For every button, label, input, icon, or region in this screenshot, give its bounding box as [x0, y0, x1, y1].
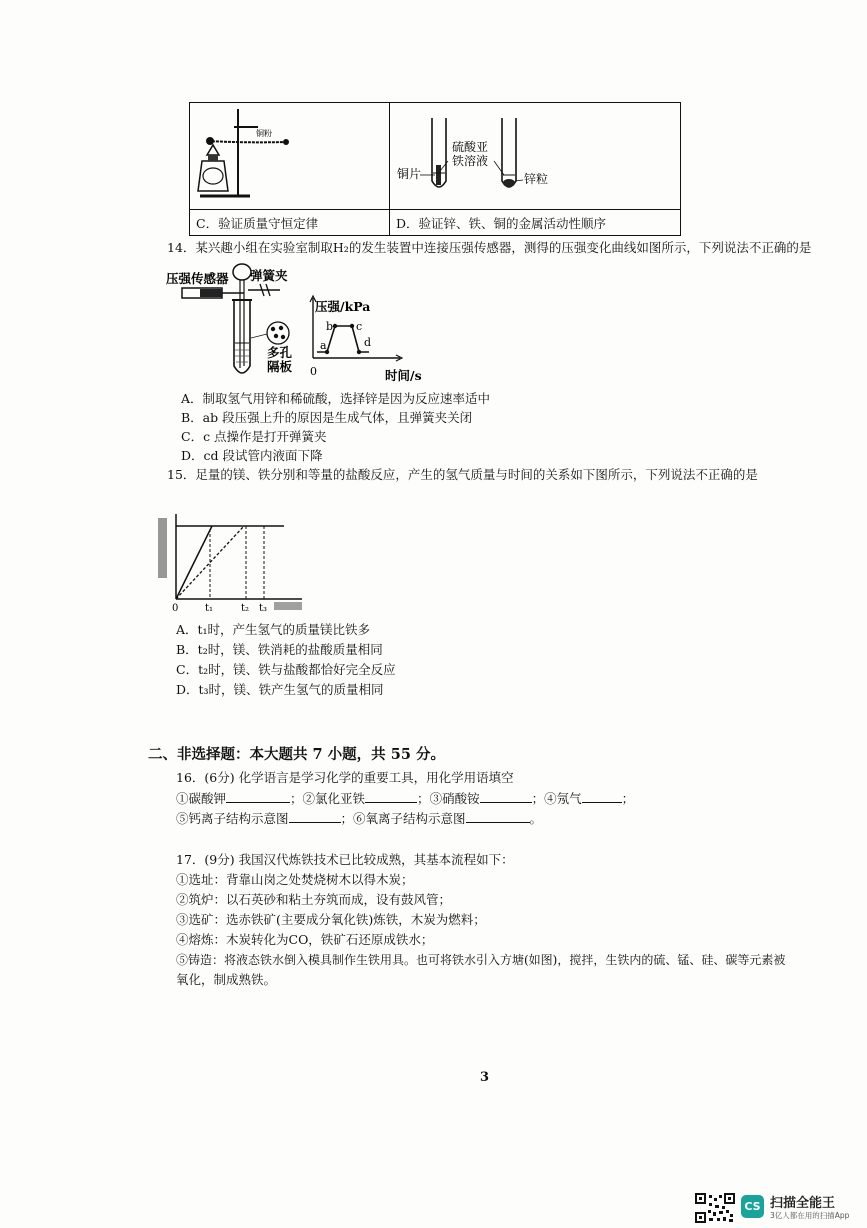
q13-cell-d-figure: [390, 103, 681, 210]
q16-item-5-blank[interactable]: [289, 810, 341, 823]
point-c-label: c: [356, 320, 363, 333]
tick-t3-label: t₃: [259, 603, 268, 614]
q13-option-d: D．验证锌、铁、铜的金属活动性顺序: [390, 210, 681, 236]
q17-step-5-line-2: 氧化，制成熟铁。: [176, 972, 277, 987]
q14-apparatus-and-chart-figure: [160, 258, 422, 388]
zinc-granule-label: 锌粒: [524, 172, 549, 186]
section-2-heading: 二、非选择题：本大题共 7 小题，共 55 分。: [148, 746, 445, 763]
q15-hydrogen-mass-chart: [152, 496, 312, 618]
q13-option-c: C．验证质量守恒定律: [190, 210, 390, 236]
copper-sheet-label: 铜片: [397, 167, 422, 181]
q13-options-table: [189, 102, 681, 236]
q17-step-4: ④熔炼：木炭转化为CO，铁矿石还原成铁水；: [176, 932, 434, 947]
qr-code-icon: [695, 1193, 735, 1223]
spring-clamp-label: 弹簧夹: [250, 268, 288, 283]
mass-conservation-apparatus-figure: [190, 103, 387, 207]
porous-plate-label-2: 隔板: [267, 359, 293, 374]
tick-t1-label: t₁: [205, 603, 214, 614]
q16-stem: 16．(6分) 化学语言是学习化学的重要工具，用化学用语填空: [176, 770, 514, 785]
copper-powder-label: 铜粉: [256, 129, 272, 138]
ferrous-sulfate-label-1: 硫酸亚: [452, 140, 489, 154]
camscanner-brand: 扫描全能王: [770, 1196, 836, 1211]
point-b-label: b: [326, 320, 334, 333]
q14-stem: 14．某兴趣小组在实验室制取H₂的发生装置中连接压强传感器，测得的压强变化曲线如图所示，下列说法不正确的是: [167, 240, 812, 255]
q13-cell-c-figure: [190, 103, 390, 210]
q16-item-4-label: ④氖气: [544, 791, 582, 806]
q16-end-period: 。: [529, 811, 543, 826]
tick-t2-label: t₂: [241, 603, 250, 614]
q17-step-5-line-1: ⑤铸造：将液态铁水倒入模具制作生铁用具。也可将铁水引入方塘(如图)，搅拌，生铁内的硫、锰、硅、碳等元素被: [176, 953, 786, 967]
q16-item-3-blank[interactable]: [480, 790, 532, 803]
q16-sep-1: ；: [290, 791, 303, 806]
q17-stem: 17．(9分) 我国汉代炼铁技术已比较成熟，其基本流程如下：: [176, 852, 514, 867]
q17-step-1: ①选址：背靠山岗之处焚烧树木以得木炭；: [176, 872, 414, 887]
metal-activity-tubes-figure: [390, 103, 680, 207]
q16-item-1-label: ①碳酸钾: [176, 791, 227, 806]
q15-origin-label: 0: [172, 603, 179, 614]
point-a-label: a: [320, 339, 327, 352]
q14-option-b: B．ab 段压强上升的原因是生成气体，且弹簧夹关闭: [181, 410, 473, 425]
q16-item-6-blank[interactable]: [466, 810, 530, 823]
q14-origin-label: 0: [310, 365, 317, 378]
page-number: 3: [480, 1070, 490, 1085]
ferrous-sulfate-label-2: 铁溶液: [452, 154, 489, 168]
pressure-axis-label: 压强/kPa: [315, 299, 371, 314]
q16-item-2-label: ②氯化亚铁: [302, 791, 366, 806]
q15-stem: 15．足量的镁、铁分别和等量的盐酸反应，产生的氢气质量与时间的关系如下图所示，下列说法不正确的是: [167, 467, 758, 482]
q16-item-5-label: ⑤钙离子结构示意图: [176, 811, 289, 826]
q15-option-d: D．t₃时，镁、铁产生氢气的质量相同: [176, 682, 384, 697]
q17-step-2: ②筑炉：以石英砂和粘土夯筑而成，设有鼓风管；: [176, 892, 452, 907]
q15-option-a: A．t₁时，产生氢气的质量镁比铁多: [176, 622, 371, 637]
q16-item-1-blank[interactable]: [226, 790, 290, 803]
q15-option-c: C．t₂时，镁、铁与盐酸都恰好完全反应: [176, 662, 396, 677]
q15-option-b: B．t₂时，镁、铁消耗的盐酸质量相同: [176, 642, 383, 657]
q16-item-2-blank[interactable]: [365, 790, 417, 803]
q16-sep-4: ；: [621, 791, 635, 806]
q14-option-a: A．制取氢气用锌和稀硫酸，选择锌是因为反应速率适中: [181, 391, 491, 406]
pressure-sensor-label: 压强传感器: [166, 271, 229, 286]
q16-sep-3: ；: [531, 791, 545, 806]
camscanner-tagline: 3亿人都在用的扫描App: [770, 1211, 850, 1220]
x-axis-label-smudge: [274, 602, 302, 610]
q16-line-2: [176, 810, 542, 827]
q16-item-6-label: ；⑥氧离子结构示意图: [340, 811, 466, 826]
time-axis-label: 时间/s: [385, 368, 422, 383]
q14-option-d: D．cd 段试管内液面下降: [181, 448, 323, 463]
point-d-label: d: [364, 336, 372, 349]
q14-option-c: C．c 点操作是打开弹簧夹: [181, 429, 327, 444]
q17-step-3: ③选矿：选赤铁矿(主要成分氧化铁)炼铁，木炭为燃料；: [176, 912, 486, 927]
y-axis-label-smudge: [158, 518, 167, 578]
q16-item-4-blank[interactable]: [582, 790, 622, 803]
q16-sep-2: ；: [417, 791, 430, 806]
porous-plate-label-1: 多孔: [267, 345, 293, 360]
q16-item-3-label: ③硝酸铵: [429, 791, 480, 806]
camscanner-logo: CS: [741, 1195, 764, 1218]
q16-line-1: [176, 790, 634, 807]
